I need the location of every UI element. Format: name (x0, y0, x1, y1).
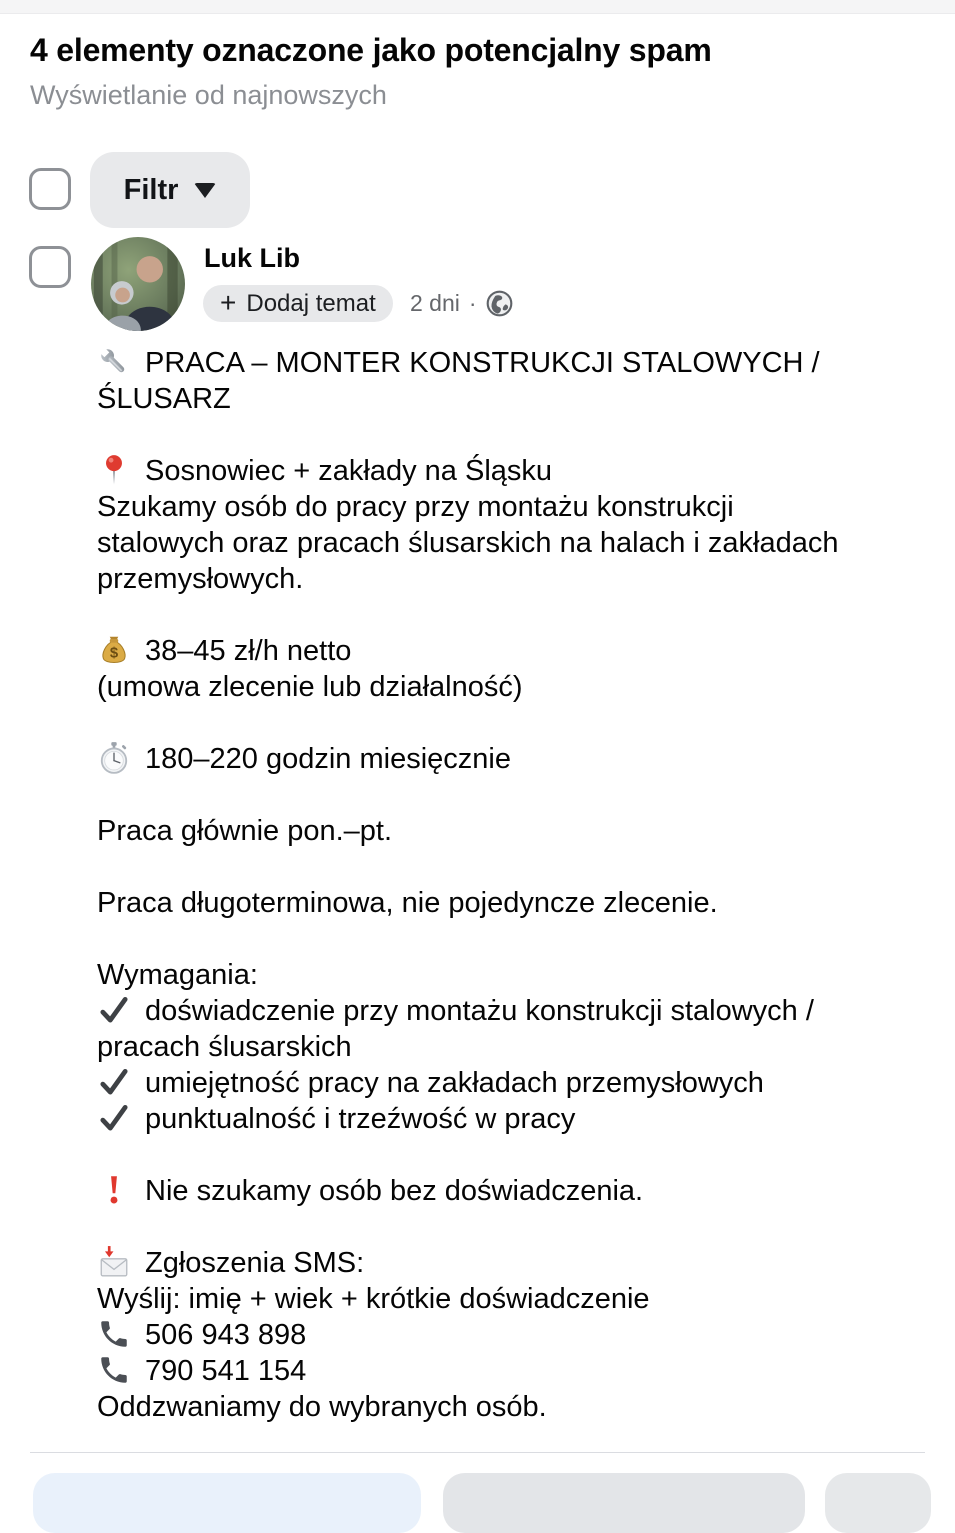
post-text-line (97, 1173, 838, 1209)
post-blank-line (97, 705, 838, 741)
sort-status-text: Wyświetlanie od najnowszych (30, 80, 387, 110)
post-text-line (97, 741, 838, 777)
post-text-line (97, 1353, 838, 1389)
post-line-text: doświadczenie przy montażu konstrukcji stalowych / (145, 995, 814, 1027)
meta-dot-separator: · (468, 290, 477, 316)
post-blank-line (97, 777, 838, 813)
post-line-text: 790 541 154 (145, 1355, 307, 1387)
post-line-text: PRACA – MONTER KONSTRUKCJI STALOWYCH / (145, 347, 820, 379)
post-text-line (97, 1281, 838, 1317)
post-line-text: Szukamy osób do pracy przy montażu konstrukcji (97, 491, 734, 523)
post-blank-line (97, 1209, 838, 1245)
exclamation-icon (97, 1173, 131, 1207)
post-line-text: pracach ślusarskich (97, 1031, 352, 1063)
post-line-text: Sosnowiec + zakłady na Śląsku (145, 455, 553, 487)
post-line-text: punktualność i trzeźwość w pracy (145, 1103, 576, 1135)
post-select-checkbox[interactable] (29, 246, 71, 288)
post-text-line (97, 525, 838, 561)
post-blank-line (97, 921, 838, 957)
post-text-line (97, 1317, 838, 1353)
post-timestamp[interactable]: 2 dni (410, 290, 460, 316)
author-name[interactable]: Luk Lib (204, 243, 300, 273)
post-text-line (97, 381, 838, 417)
post-body (97, 345, 838, 1425)
post-line-text: Zgłoszenia SMS: (145, 1247, 365, 1279)
post-text-line (97, 345, 838, 381)
check-mark-icon (97, 1101, 131, 1135)
remove-button[interactable] (443, 1473, 805, 1533)
post-line-text: ŚLUSARZ (97, 383, 231, 415)
round-pushpin-icon (97, 453, 131, 487)
post-text-line (97, 669, 838, 705)
telephone-icon (97, 1317, 131, 1351)
post-blank-line (97, 849, 838, 885)
post-text-line (97, 1101, 838, 1137)
post-text-line (97, 1029, 838, 1065)
post-blank-line (97, 597, 838, 633)
chevron-down-icon (194, 183, 216, 198)
wrench-icon (97, 345, 131, 379)
post-line-text: 38–45 zł/h netto (145, 635, 352, 667)
post-line-text: Praca długoterminowa, nie pojedyncze zlecenie. (97, 887, 718, 919)
avatar[interactable] (91, 237, 185, 331)
plus-icon: + (220, 286, 237, 318)
filter-button-label: Filtr (123, 173, 179, 206)
footer-divider (30, 1452, 925, 1453)
telephone-icon (97, 1353, 131, 1387)
post-line-text: (umowa zlecenie lub działalność) (97, 671, 523, 703)
post-text-line (97, 885, 838, 921)
page-title: 4 elementy oznaczone jako potencjalny spam (30, 32, 712, 68)
post-text-line (97, 489, 838, 525)
add-topic-label: Dodaj temat (246, 289, 376, 317)
post-text-line (97, 993, 838, 1029)
post-blank-line (97, 417, 838, 453)
post-text-line (97, 1389, 838, 1425)
post-line-text: Praca głównie pon.–pt. (97, 815, 393, 847)
top-edge-strip (0, 0, 955, 14)
post-blank-line (97, 1137, 838, 1173)
post-line-text: Wyślij: imię + wiek + krótkie doświadczenie (97, 1283, 650, 1315)
approve-button[interactable] (33, 1473, 421, 1533)
post-text-line (97, 1065, 838, 1101)
globe-icon (486, 290, 513, 317)
post-line-text: Wymagania: (97, 959, 258, 991)
post-meta-row (410, 285, 513, 322)
more-actions-button[interactable] (825, 1473, 931, 1533)
post-line-text: 506 943 898 (145, 1319, 307, 1351)
check-mark-icon (97, 1065, 131, 1099)
post-line-text: Oddzwaniamy do wybranych osób. (97, 1391, 547, 1423)
post-line-text: 180–220 godzin miesięcznie (145, 743, 511, 775)
avatar-photo (91, 237, 185, 331)
stopwatch-icon (97, 741, 131, 775)
post-text-line (97, 453, 838, 489)
money-bag-icon (97, 633, 131, 667)
filter-button[interactable] (90, 152, 250, 228)
post-text-line (97, 633, 838, 669)
post-text-line (97, 561, 838, 597)
post-line-text: stalowych oraz pracach ślusarskich na halach i zakładach (97, 527, 839, 559)
incoming-envelope-icon (97, 1245, 131, 1279)
post-line-text: przemysłowych. (97, 563, 304, 595)
select-all-checkbox[interactable] (29, 168, 71, 210)
post-line-text: umiejętność pracy na zakładach przemysłowych (145, 1067, 764, 1099)
post-text-line (97, 957, 838, 993)
post-line-text: Nie szukamy osób bez doświadczenia. (145, 1175, 644, 1207)
post-text-line (97, 813, 838, 849)
add-topic-button[interactable] (203, 285, 393, 322)
check-mark-icon (97, 993, 131, 1027)
post-text-line (97, 1245, 838, 1281)
